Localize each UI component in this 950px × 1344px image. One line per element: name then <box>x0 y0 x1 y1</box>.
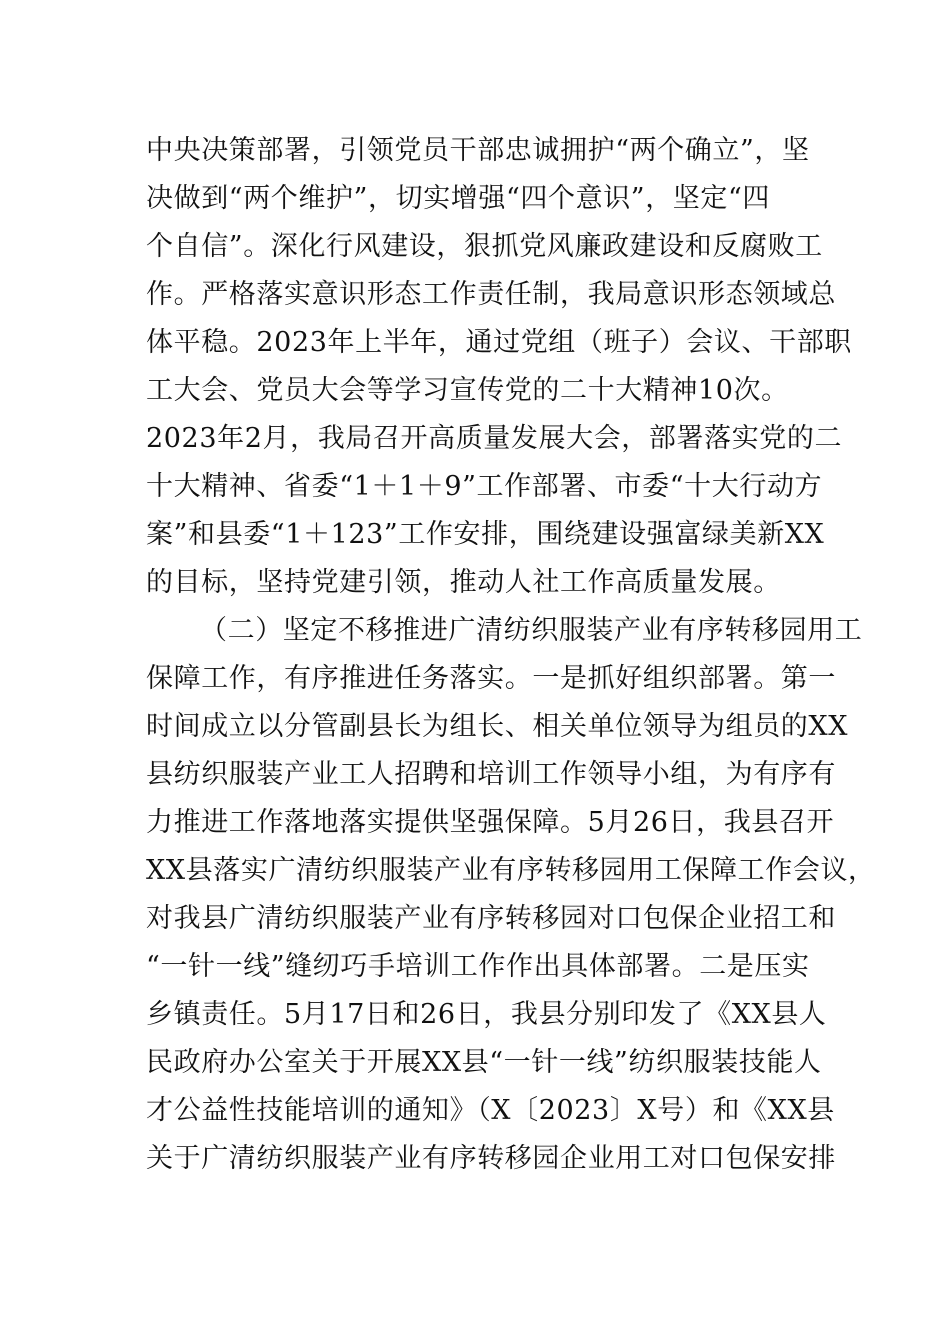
text-line-2: 决做到“两个维护”，切实增强“四个意识”，坚定“四 <box>146 183 771 214</box>
text-line-6: 工大会、党员大会等学习宣传党的二十大精神10次。 <box>146 375 789 406</box>
text-line-10: 的目标，坚持党建引领，推动人社工作高质量发展。 <box>146 567 781 598</box>
text-line-21: 才公益性技能培训的通知》（X〔2023〕X号）和《XX县 <box>146 1095 835 1126</box>
text-line-17: 对我县广清纺织服装产业有序转移园对口包保企业招工和 <box>146 903 836 934</box>
text-line-9: 案”和县委“1＋123”工作安排，围绕建设强富绿美新XX <box>146 519 825 550</box>
text-line-12: 保障工作，有序推进任务落实。一是抓好组织部署。第一 <box>146 663 836 694</box>
text-line-22: 关于广清纺织服装产业有序转移园企业用工对口包保安排 <box>146 1143 836 1174</box>
text-line-14: 县纺织服装产业工人招聘和培训工作领导小组，为有序有 <box>146 759 836 790</box>
text-line-19: 乡镇责任。5月17日和26日，我县分别印发了《XX县人 <box>146 999 827 1030</box>
text-line-1: 中央决策部署，引领党员干部忠诚拥护“两个确立”，坚 <box>146 135 810 166</box>
text-line-4: 作。严格落实意识形态工作责任制，我局意识形态领域总 <box>146 279 836 310</box>
text-line-20: 民政府办公室关于开展XX县“一针一线”纺织服装技能人 <box>146 1047 822 1078</box>
text-line-7: 2023年2月，我局召开高质量发展大会，部署落实党的二 <box>146 423 843 454</box>
text-line-15: 力推进工作落地落实提供坚强保障。5月26日，我县召开 <box>146 807 835 838</box>
text-line-16: XX县落实广清纺织服装产业有序转移园用工保障工作会议， <box>146 855 876 886</box>
text-line-3: 个自信”。深化行风建设，狠抓党风廉政建设和反腐败工 <box>146 231 823 262</box>
text-line-18: “一针一线”缝纫巧手培训工作作出具体部署。二是压实 <box>146 951 810 982</box>
text-line-5: 体平稳。2023年上半年，通过党组（班子）会议、干部职 <box>146 327 852 358</box>
paragraph-2-first-line: （二）坚定不移推进广清纺织服装产业有序转移园用工 <box>200 615 863 646</box>
text-line-13: 时间成立以分管副县长为组长、相关单位领导为组员的XX <box>146 711 849 742</box>
text-line-8: 十大精神、省委“1＋1＋9”工作部署、市委“十大行动方 <box>146 471 823 502</box>
